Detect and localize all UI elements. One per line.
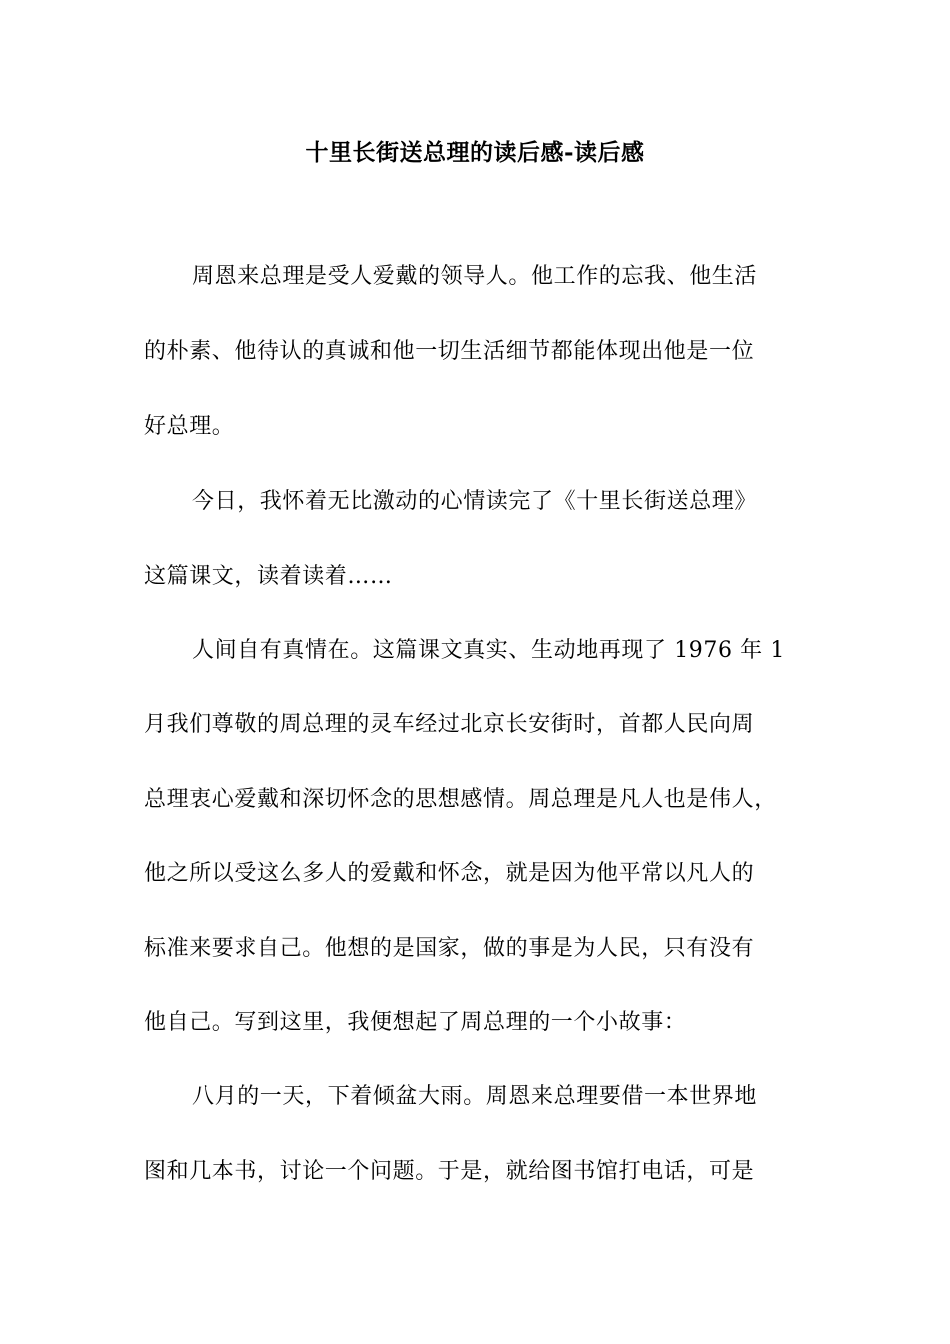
paragraph-3-line-1: 人间自有真情在。这篇课文真实、生动地再现了 1976 年 1	[192, 638, 785, 663]
paragraph-1-line-1: 周恩来总理是受人爱戴的领导人。他工作的忘我、他生活	[192, 264, 758, 289]
paragraph-2-line-2: 这篇课文，读着读着……	[144, 564, 393, 589]
paragraph-3-line-5: 标准来要求自己。他想的是国家，做的事是为人民，只有没有	[144, 936, 755, 961]
document-title: 十里长街送总理的读后感-读后感	[305, 139, 645, 166]
paragraph-4-line-2: 图和几本书，讨论一个问题。于是，就给图书馆打电话，可是	[144, 1159, 755, 1184]
paragraph-3-line-3: 总理衷心爱戴和深切怀念的思想感情。周总理是凡人也是伟人，	[144, 787, 777, 812]
paragraph-2-line-1: 今日，我怀着无比激动的心情读完了《十里长街送总理》	[192, 489, 758, 514]
paragraph-3-line-6: 他自己。写到这里，我便想起了周总理的一个小故事：	[144, 1010, 687, 1035]
paragraph-3-line-2: 月我们尊敬的周总理的灵车经过北京长安街时，首都人民向周	[144, 712, 755, 737]
paragraph-4-line-1: 八月的一天，下着倾盆大雨。周恩来总理要借一本世界地	[192, 1084, 758, 1109]
paragraph-1-line-2: 的朴素、他待认的真诚和他一切生活细节都能体现出他是一位	[144, 339, 755, 364]
paragraph-3-line-4: 他之所以受这么多人的爱戴和怀念，就是因为他平常以凡人的	[144, 861, 755, 886]
paragraph-1-line-3: 好总理。	[144, 414, 235, 439]
